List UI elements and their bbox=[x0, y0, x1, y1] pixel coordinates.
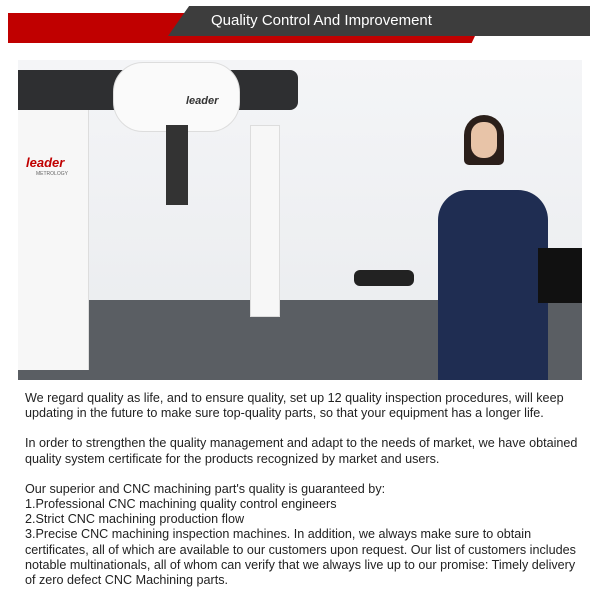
carriage: leader bbox=[113, 62, 240, 132]
monitor bbox=[538, 248, 582, 303]
probe-arm bbox=[166, 125, 188, 205]
description-text bbox=[25, 391, 585, 588]
joystick-controller bbox=[354, 270, 414, 286]
operator-face bbox=[471, 122, 497, 158]
paragraph-certificate: In order to strengthen the quality management and adapt to the needs of market, we have obtained quality system certificate for the products recognized by market and users. bbox=[25, 436, 578, 466]
list-item: 2.Strict CNC machining production flow bbox=[25, 512, 245, 527]
list-intro: Our superior and CNC machining part's quality is guaranteed by: bbox=[25, 481, 386, 496]
section-title: Quality Control And Improvement bbox=[211, 12, 432, 29]
list-item: 3.Precise CNC machining inspection machines. In addition, we always make sure to obtain certificates, all of which are available to our customers upon request. Our list of customers includes notable multinationals, all of whom can verify that we always live up to our promise: Timely delivery of zero defect CNC Machining parts. bbox=[25, 527, 576, 588]
machine-column-left: leader METROLOGY bbox=[18, 100, 89, 370]
list-item: 1.Professional CNC machining quality control engineers bbox=[25, 497, 337, 512]
cmm-inspection-photo bbox=[18, 60, 582, 380]
operator-jacket bbox=[438, 190, 548, 380]
machine-column-right bbox=[250, 125, 280, 317]
paragraph-quality: We regard quality as life, and to ensure quality, set up 12 quality inspection procedures, will keep updating in the future to make sure top-quality parts, so that your equipment has a longer life. bbox=[25, 391, 564, 421]
